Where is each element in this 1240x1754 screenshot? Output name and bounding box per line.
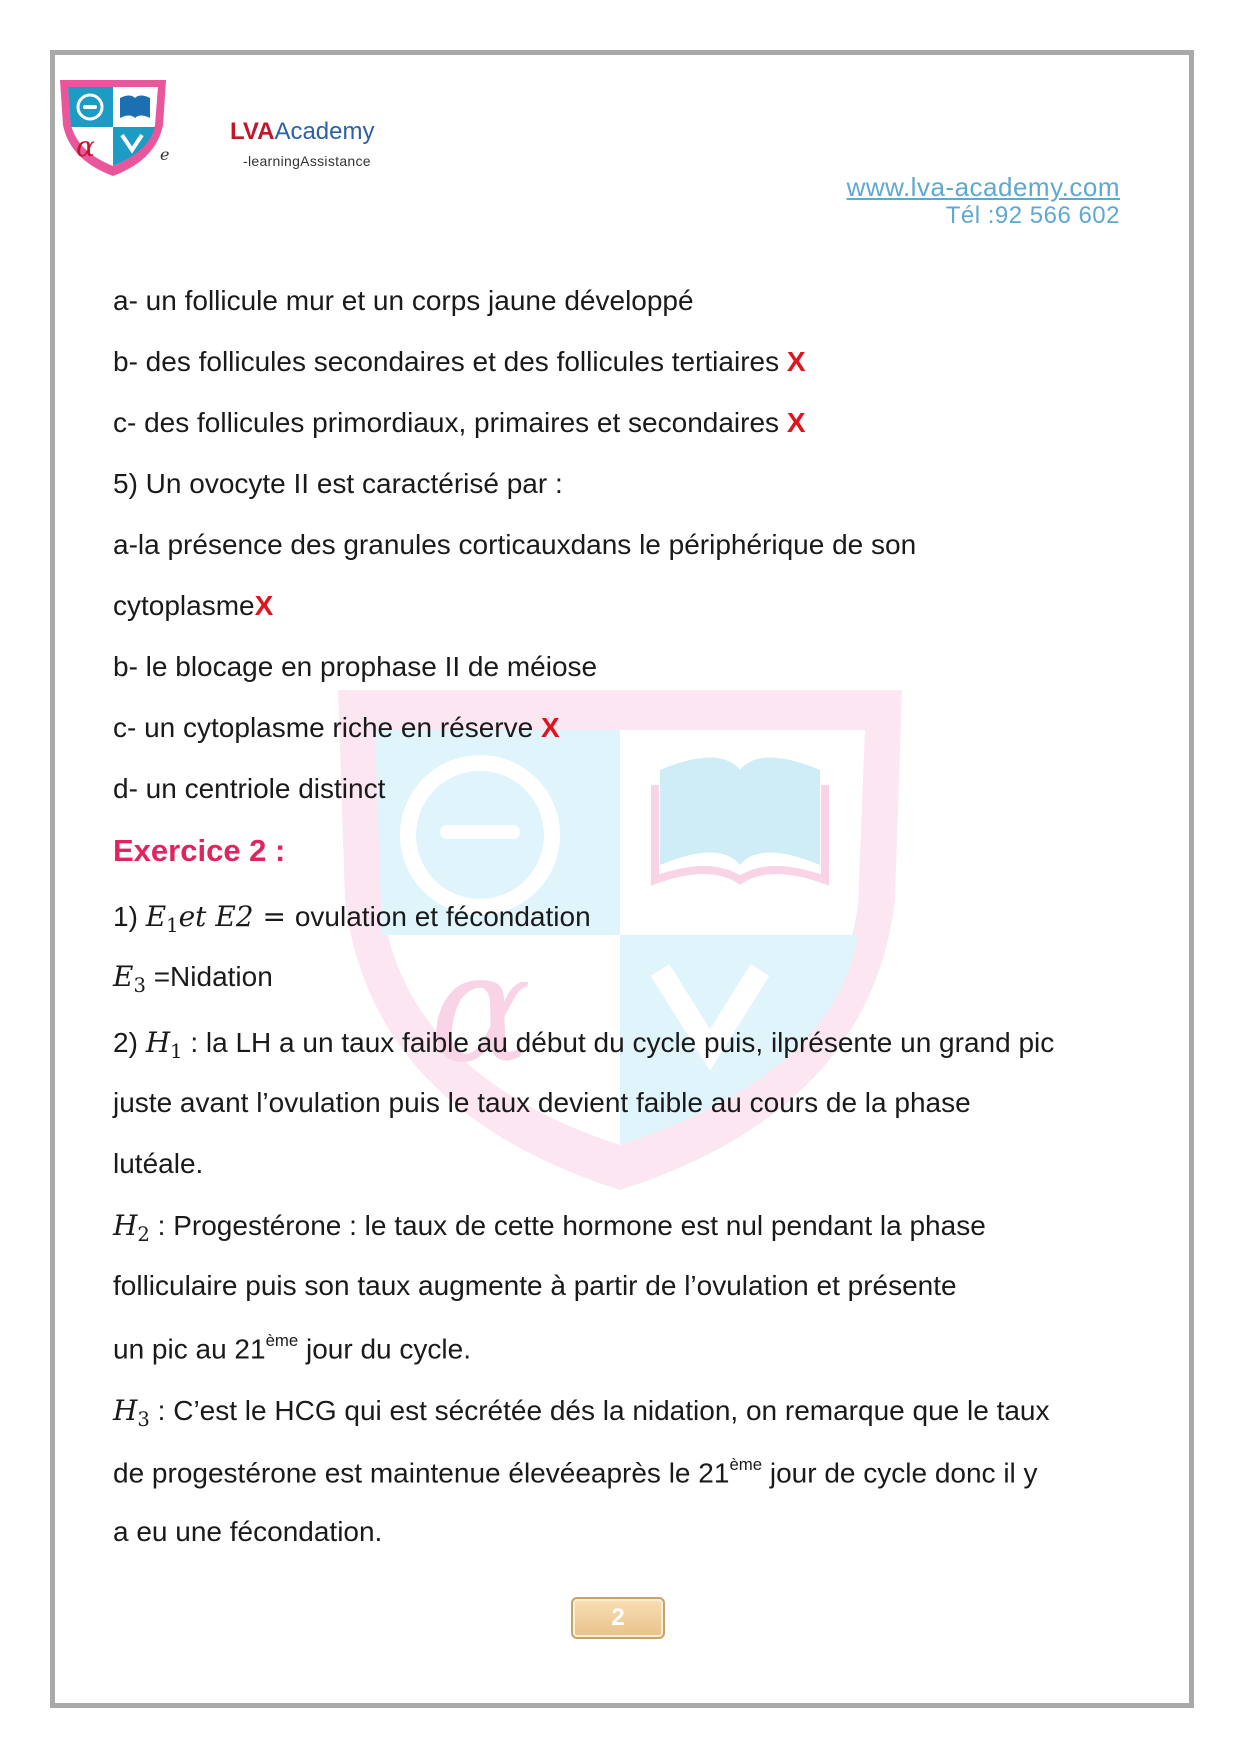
var-e: E	[145, 900, 167, 933]
subscript: 3	[133, 973, 146, 997]
var-h: H	[113, 1209, 138, 1242]
wrong-mark: X	[540, 712, 560, 743]
text: cytoplasme	[113, 590, 255, 621]
answer-2-h3-line3: a eu une fécondation.	[113, 1516, 383, 1547]
answer-2-h2-line2: folliculaire puis son taux augmente à partir de l’ovulation et présente	[113, 1270, 957, 1301]
text: : la LH a un taux faible au début du cycle puis, ilprésente un grand pic	[182, 1027, 1055, 1058]
phone-number: Tél :92 566 602	[945, 202, 1120, 229]
text: un pic au 21	[113, 1333, 266, 1365]
text: de progestérone est maintenue élevéeaprès le 21	[113, 1457, 730, 1489]
brand-academy: Academy	[274, 118, 375, 145]
subscript: 1	[166, 913, 179, 937]
wrong-mark: X	[786, 346, 806, 377]
question5-option-b: b- le blocage en prophase II de méiose	[113, 651, 598, 682]
question4-option-a	[113, 285, 694, 317]
text: =Nidation	[145, 961, 273, 992]
academy-logo	[58, 80, 168, 176]
wrong-mark: X	[254, 590, 274, 621]
answer-1	[113, 900, 591, 937]
subscript: 3	[137, 1407, 150, 1431]
var-h: H	[113, 1394, 138, 1427]
text: ovulation et fécondation	[294, 901, 591, 932]
superscript: ème	[265, 1331, 299, 1350]
answer-2-h1-line2: juste avant l’ovulation puis le taux devient faible au cours de la phase	[113, 1087, 971, 1118]
text: jour du cycle.	[298, 1333, 471, 1365]
brand-name	[230, 118, 374, 146]
answer-2-h3-line2	[113, 1455, 1038, 1490]
answer-2-h3-line1	[113, 1394, 1050, 1431]
question5-option-d: d- un centriole distinct	[113, 773, 386, 804]
svg-text:α: α	[430, 922, 532, 1096]
wrong-mark: X	[786, 407, 806, 438]
question5-title: 5) Un ovocyte II est caractérisé par :	[113, 468, 563, 499]
question5-option-c	[113, 712, 560, 744]
answer-2-h1-line3: lutéale.	[113, 1148, 204, 1179]
subscript: 2	[137, 1222, 150, 1246]
prefix: 2)	[113, 1027, 146, 1058]
text: c- un cytoplasme riche en réserve	[113, 712, 541, 743]
question4-option-c	[113, 407, 806, 439]
question4-option-b	[113, 346, 806, 378]
math-expression	[145, 900, 295, 937]
math-rest: et E2 =	[178, 900, 295, 933]
math-expression	[113, 1394, 150, 1431]
question5-option-a-line1: a-la présence des granules corticauxdans le périphérique de son	[113, 529, 917, 560]
math-expression	[145, 1026, 183, 1063]
brand-tagline: -learningAssistance	[243, 153, 371, 169]
prefix: 1)	[113, 901, 146, 932]
logo-e-letter: e	[160, 145, 170, 164]
text: : C’est le HCG qui est sécrétée dés la nidation, on remarque que le taux	[149, 1395, 1050, 1426]
answer-e3	[113, 960, 273, 997]
var-e: E	[113, 960, 134, 993]
text: c- des follicules primordiaux, primaires et secondaires	[113, 407, 787, 438]
website-link[interactable]: www.lva-academy.com	[846, 172, 1120, 202]
text: jour de cycle donc il y	[762, 1457, 1038, 1489]
svg-text:α: α	[76, 130, 95, 163]
text: a- un follicule mur et un corps jaune développé	[113, 285, 694, 316]
math-expression	[113, 960, 146, 997]
subscript: 1	[170, 1039, 183, 1063]
brand-lva: LVA	[230, 118, 275, 145]
answer-2-h2-line3	[113, 1331, 471, 1366]
text: b- des follicules secondaires et des follicules tertiaires	[113, 346, 787, 377]
page-number: 2	[571, 1597, 665, 1639]
text: : Progestérone : le taux de cette hormone est nul pendant la phase	[149, 1210, 986, 1241]
math-expression	[113, 1209, 150, 1246]
answer-2-h1-line1	[113, 1026, 1054, 1063]
var-h: H	[145, 1026, 171, 1059]
superscript: ème	[729, 1455, 763, 1474]
exercise-2-title: Exercice 2 :	[113, 833, 286, 868]
answer-2-h2-line1	[113, 1209, 986, 1246]
question5-option-a-line2	[113, 590, 273, 622]
